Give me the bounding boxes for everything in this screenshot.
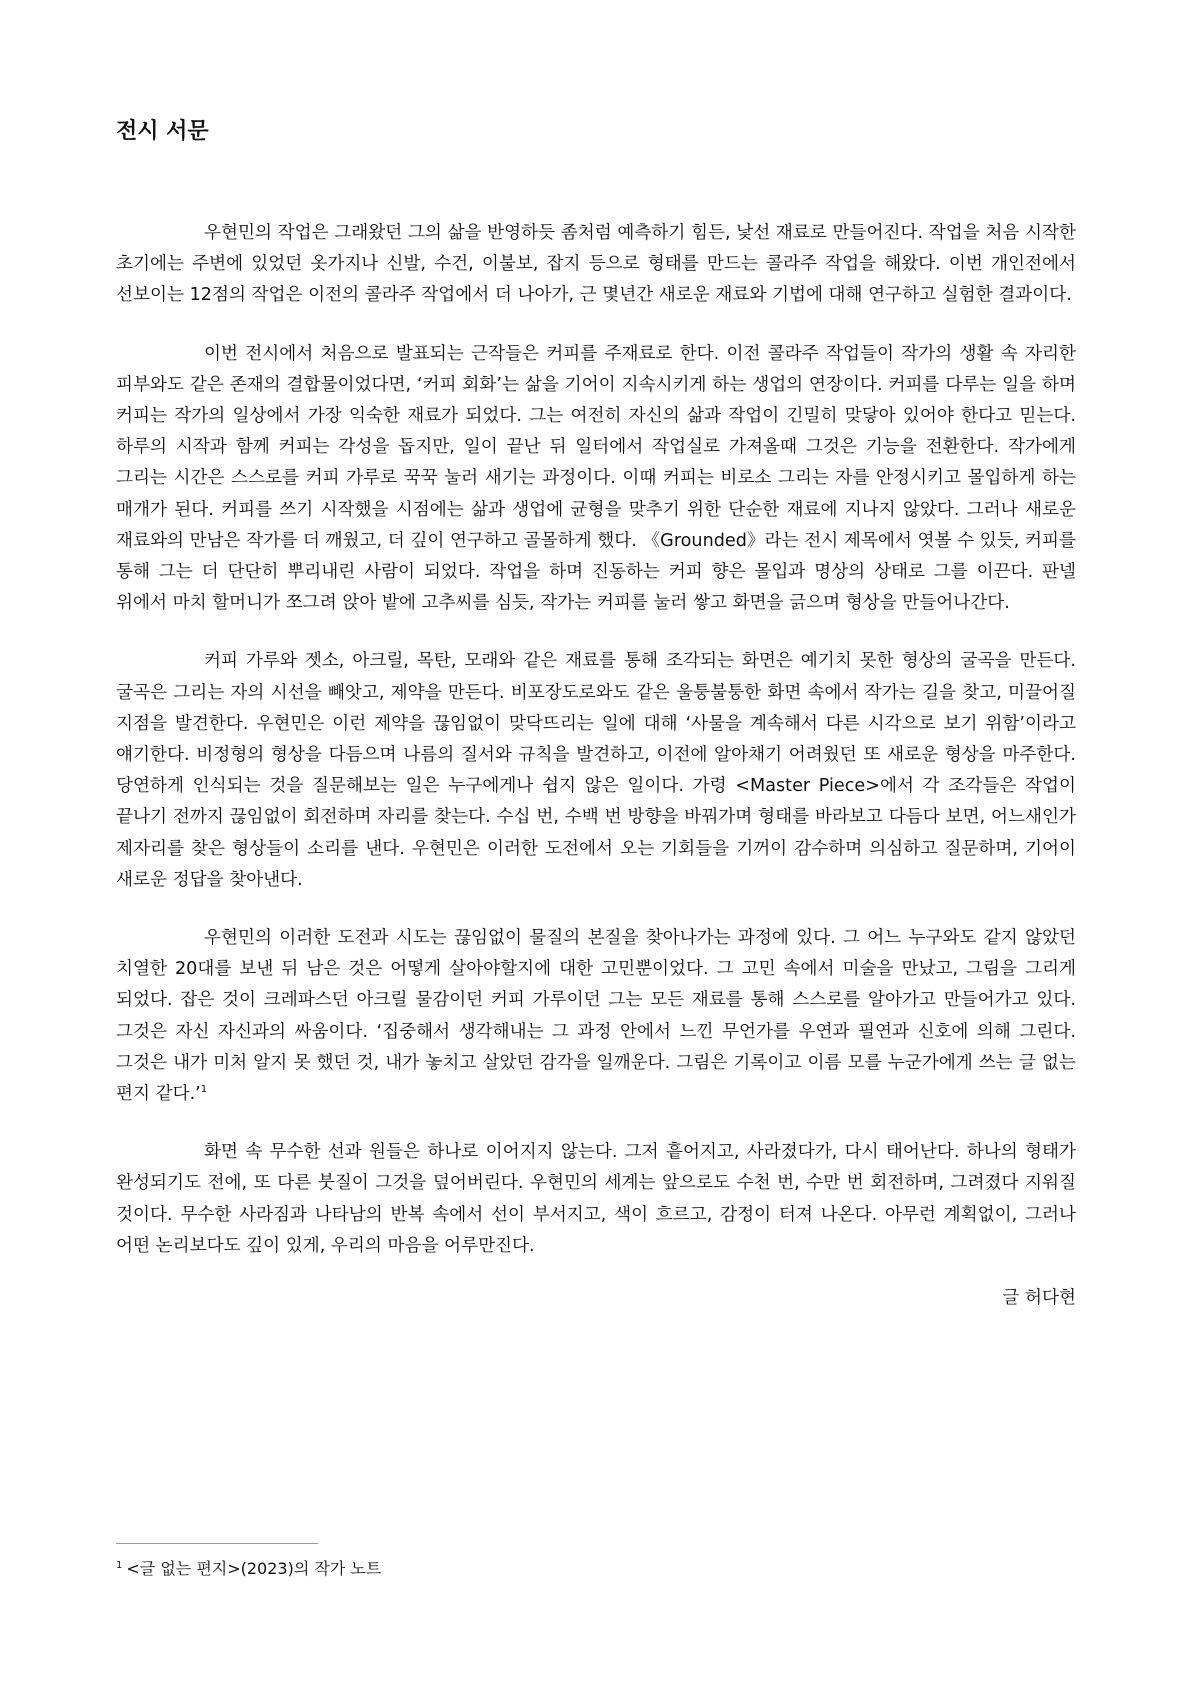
author-signature: 글 허다현 <box>1002 1288 1076 1309</box>
paragraph-4-text: 우현민의 이러한 도전과 시도는 끊임없이 물질의 본질을 찾아나가는 과정에 있다. 그 어느 누구와도 같지 않았던 치열한 20대를 보낸 뒤 남은 것은 어떻게 살아야할지에 대한 고민뿐이었다. 그 고민 속에서 미술을 만났고, 그림을 그리게 되었다. 잡은 것이 크레파스던 아크릴 물감이던 커피 가루이던 그는 모든 재료를 통해 스스로를 알아가고 만들어가고 있다. 그것은 자신 자신과의 싸움이다. ‘집중해서 생각해내는 그 과정 안에서 느낀 무언가를 우연과 필연과 신호에 의해 그린다. 그것은 내가 미처 알지 못 했던 것, 내가 놓치고 살았던 감각을 일깨운다. 그림은 기록이고 이름 모를 누군가에게 쓰는 글 없는 편지 같다.’ <box>116 928 1076 1105</box>
footnote-reference[interactable]: 1 <box>200 1084 208 1096</box>
paragraph-4 <box>116 923 1076 1110</box>
footnote <box>116 1558 381 1580</box>
essay-body <box>116 218 1076 1314</box>
page-title: 전시 서문 <box>116 119 209 144</box>
paragraph-2: 이번 전시에서 처음으로 발표되는 근작들은 커피를 주재료로 한다. 이전 콜라주 작업들이 작가의 생활 속 자리한 피부와도 같은 존재의 결합물이었다면, ‘커피 회화’는 삶을 기어이 지속시키게 하는 생업의 연장이다. 커피를 다루는 일을 하며 커피는 작가의 일상에서 가장 익숙한 재료가 되었다. 그는 여전히 자신의 삶과 작업이 긴밀히 맞닿아 있어야 한다고 믿는다. 하루의 시작과 함께 커피는 각성을 돕지만, 일이 끝난 뒤 일터에서 작업실로 가져올때 그것은 기능을 전환한다. 작가에게 그리는 시간은 스스로를 커피 가루로 꾹꾹 눌러 새기는 과정이다. 이때 커피는 비로소 그리는 자를 안정시키고 몰입하게 하는 매개가 된다. 커피를 쓰기 시작했을 시점에는 삶과 생업에 균형을 맞추기 위한 단순한 재료에 지나지 않았다. 그러나 새로운 재료와의 만남은 작가를 더 깨웠고, 더 깊이 연구하고 골몰하게 했다. 《Grounded》라는 전시 제목에서 엿볼 수 있듯, 커피를 통해 그는 더 단단히 뿌리내린 사람이 되었다. 작업을 하며 진동하는 커피 향은 몰입과 명상의 상태로 그를 이끈다. 판넬 위에서 마치 할머니가 쪼그려 앉아 밭에 고추씨를 심듯, 작가는 커피를 눌러 쌓고 화면을 긁으며 형상을 만들어나간다. <box>116 343 1076 614</box>
paragraph-5: 화면 속 무수한 선과 원들은 하나로 이어지지 않는다. 그저 흩어지고, 사라졌다가, 다시 태어난다. 하나의 형태가 완성되기도 전에, 또 다른 붓질이 그것을 덮어버린다. 우현민의 세계는 앞으로도 수천 번, 수만 번 회전하며, 그려졌다 지워질 것이다. 무수한 사라짐과 나타남의 반복 속에서 선이 부서지고, 색이 흐르고, 감정이 터져 나온다. 아무런 계획없이, 그러나 어떤 논리보다도 깊이 있게, 우리의 마음을 어루만진다. <box>116 1142 1076 1256</box>
paragraph-1: 우현민의 작업은 그래왔던 그의 삶을 반영하듯 좀처럼 예측하기 힘든, 낯선 재료로 만들어진다. 작업을 처음 시작한 초기에는 주변에 있었던 옷가지나 신발, 수건, 이불보, 잡지 등으로 형태를 만드는 콜라주 작업을 해왔다. 이번 개인전에서 선보이는 12점의 작업은 이전의 콜라주 작업에서 더 나아가, 근 몇년간 새로운 재료와 기법에 대해 연구하고 실험한 결과이다. <box>116 223 1076 306</box>
paragraph-3: 커피 가루와 젯소, 아크릴, 목탄, 모래와 같은 재료를 통해 조각되는 화면은 예기치 못한 형상의 굴곡을 만든다. 굴곡은 그리는 자의 시선을 빼앗고, 제약을 만든다. 비포장도로와도 같은 울퉁불퉁한 화면 속에서 작가는 길을 찾고, 미끌어질 지점을 발견한다. 우현민은 이런 제약을 끊임없이 맞닥뜨리는 일에 대해 ‘사물을 계속해서 다른 시각으로 보기 위함’이라고 얘기한다. 비정형의 형상을 다듬으며 나름의 질서와 규칙을 발견하고, 이전에 알아채기 어려웠던 또 새로운 형상을 마주한다. 당연하게 인식되는 것을 질문해보는 일은 누구에게나 쉽지 않은 일이다. 가령 <Master Piece>에서 각 조각들은 작업이 끝나기 전까지 끊임없이 회전하며 자리를 찾는다. 수십 번, 수백 번 방향을 바꿔가며 형태를 바라보고 다듬다 보면, 어느새인가 제자리를 찾은 형상들이 소리를 낸다. 우현민은 이러한 도전에서 오는 기회들을 기꺼이 감수하며 의심하고 질문하며, 기어이 새로운 정답을 찾아낸다. <box>116 651 1076 890</box>
footnote-number: 1 <box>116 1559 123 1571</box>
footnote-divider <box>116 1543 318 1544</box>
footnote-text: <글 없는 편지>(2023)의 작가 노트 <box>126 1559 382 1578</box>
